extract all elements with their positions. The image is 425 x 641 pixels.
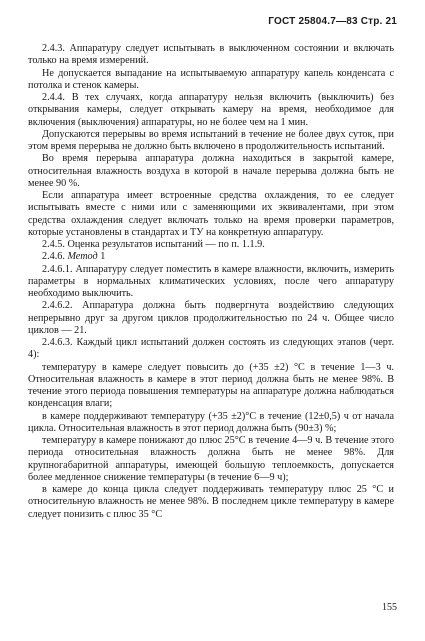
paragraph: в камере поддерживают температуру (+35 ±2)°С в течение (12±0,5) ч от начала цикла. Относительная влажность в этот период должна быть (90±3) %; [28,410,394,434]
paragraph: Не допускается выпадание на испытываемую аппаратуру капель конденсата с потолка и стенок камеры. [28,67,394,91]
paragraph: Допускаются перерывы во время испытаний в течение не более двух суток, при этом время перерыва не должно быть включено в продолжительность испытаний. [28,128,394,152]
paragraph: 2.4.4. В тех случаях, когда аппаратуру нельзя включить (выключить) без открывания камеры, следует открывать камеру на время, необходимое для включения (выключения) аппаратуры, но не более чем на 1 мин. [28,92,394,128]
paragraph: Во время перерыва аппаратура должна находиться в закрытой камере, относительная влажность воздуха в которой в начале перерыва должна быть не менее 90 %. [28,153,394,189]
document-body [28,43,394,521]
paragraph: 2.4.6.3. Каждый цикл испытаний должен состоять из следующих этапов (черт. 4): [28,337,394,361]
method-suffix: 1 [100,251,106,263]
paragraph: Если аппаратура имеет встроенные средства охлаждения, то ее следует испытывать вместе с ними или с заменяющими их эквивалентами, при этом средства охлаждения следует включать только на время проверки параметров, которые установлены в стандартах и ТУ на конкретную аппаратуру. [28,190,394,238]
paragraph: 2.4.5. Оценка результатов испытаний — по п. 1.1.9. [42,239,265,250]
paragraph: 2.4.3. Аппаратуру следует испытывать в выключенном состоянии и включать только на время измерений. [28,43,394,67]
method-heading [28,251,394,263]
paragraph: температуру в камере следует повысить до (+35 ±2) °С в течение 1—3 ч. Относительная влажность в камере в этот период должна быть не менее 98%. В течение этого периода повышения температуры на аппаратуре должна наблюдаться конденсация влаги; [28,361,394,410]
page-number: 155 [382,602,397,613]
paragraph: 2.4.6.2. Аппаратура должна быть подвергнута воздействию следующих непрерывно друг за другом циклов продолжительностью по 24 ч. Общее число циклов — 21. [28,300,394,336]
paragraph: 2.4.6.1. Аппаратуру следует поместить в камере влажности, включить, измерить параметры в нормальных климатических условиях, после чего аппаратуру необходимо выключить. [28,263,394,299]
method-number: 2.4.6. [42,251,65,263]
page-header: ГОСТ 25804.7—83 Стр. 21 [268,16,397,27]
method-title: Метод [67,251,98,263]
paragraph: температуру в камере понижают до плюс 25°С в течение 4—9 ч. В течение этого периода относительная влажность должна быть не менее 98%. Для крупногабаритной аппаратуры, имеющей большую теплоемкость, допускается более медленное снижение температуры (в течение 6—9 ч); [28,435,394,483]
paragraph: в камере до конца цикла следует поддерживать температуру плюс 25 °С и относительную влажность не менее 98%. В последнем цикле температуру в камере следует понизить с плюс 35 °С [28,484,394,520]
